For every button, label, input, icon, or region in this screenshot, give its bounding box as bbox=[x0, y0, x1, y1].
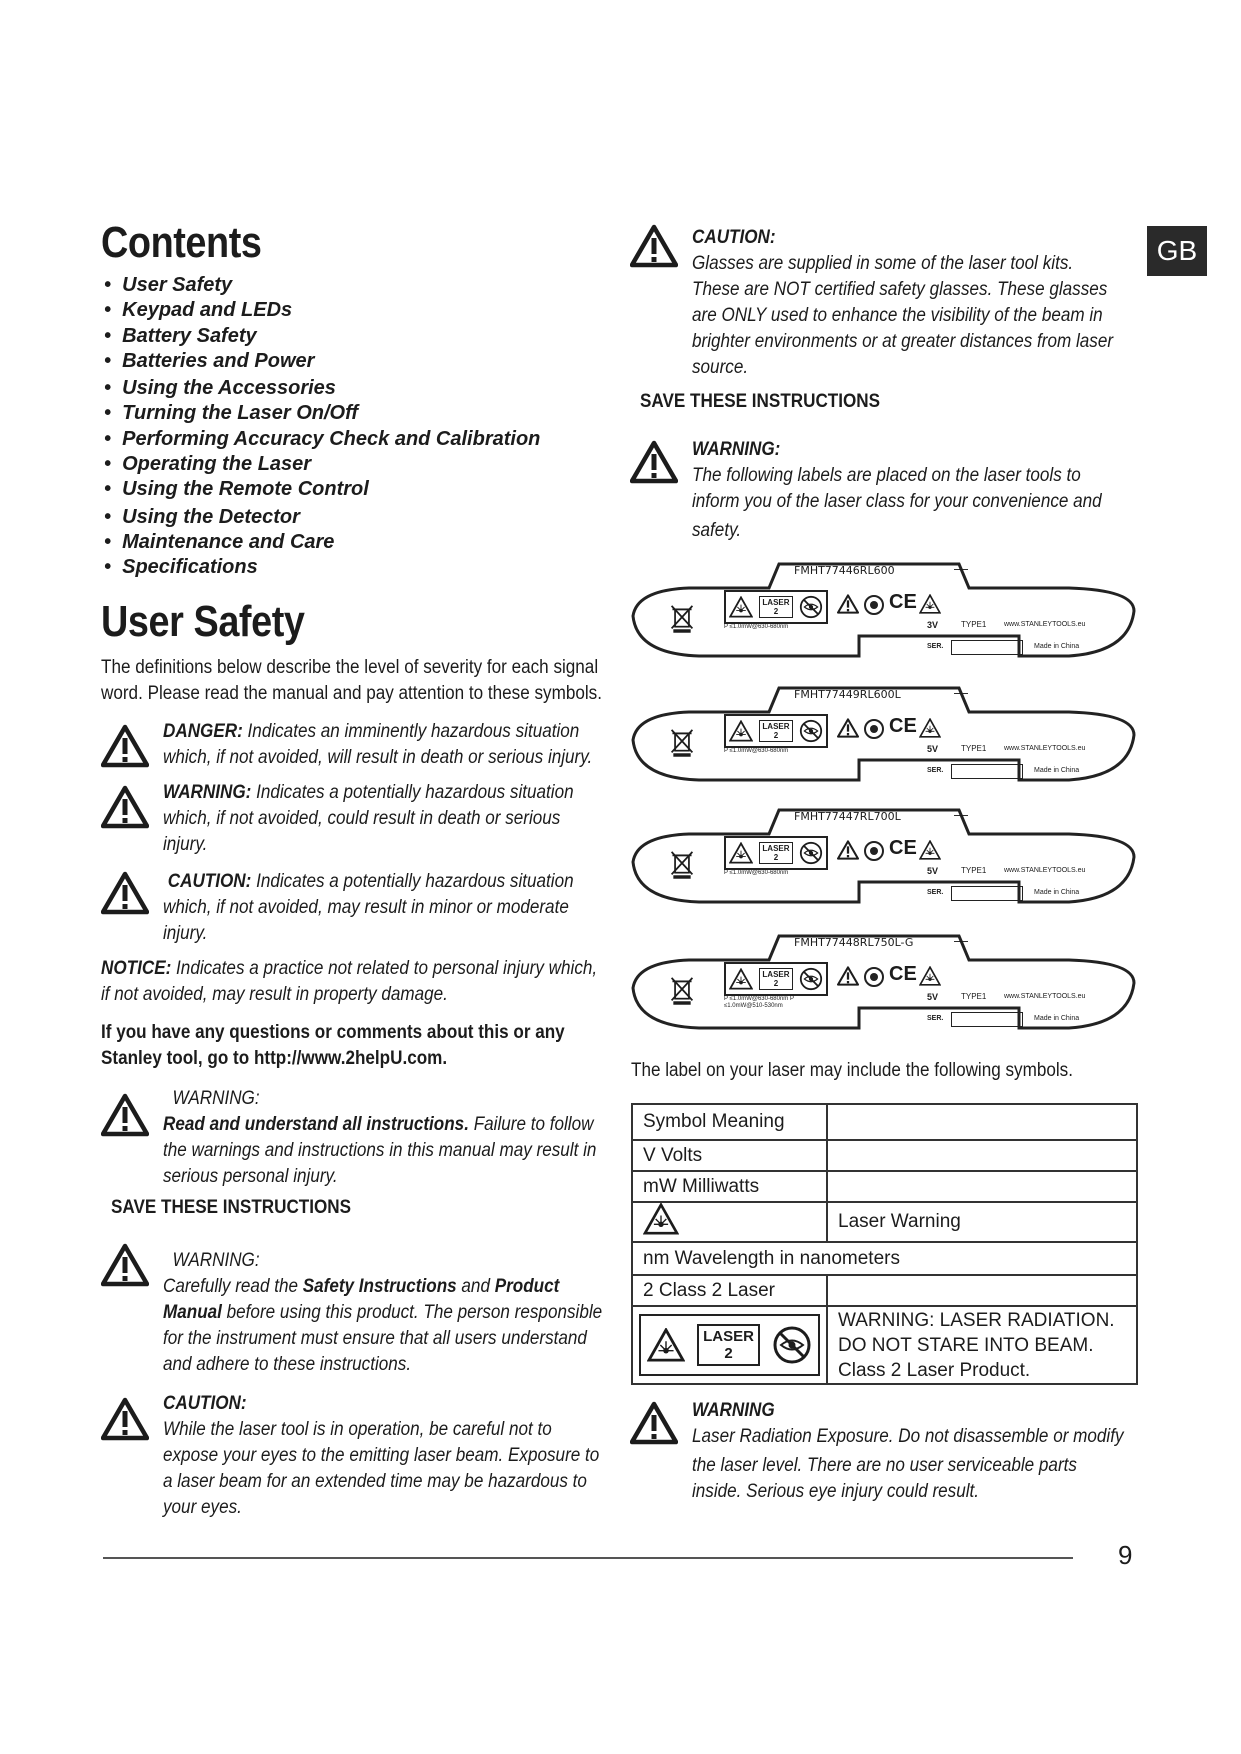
table-cell: Symbol Meaning bbox=[632, 1104, 827, 1140]
symbol-table bbox=[631, 1103, 1138, 1385]
laser-class-badge: LASER 2 bbox=[724, 962, 828, 996]
laser-label: FMHT77448RL750L-G — LASER 2 P ≤1.0mW@630-680nm P ≤1.0mW@510-530nm CE 5V TYPE1 www.STANLEYTOOLS.eu SER. Made in China bbox=[629, 928, 1139, 1038]
contents-item[interactable]: • Maintenance and Care bbox=[104, 530, 335, 553]
user-safety-title: User Safety bbox=[101, 597, 305, 646]
laser-warning-icon bbox=[919, 966, 941, 986]
ce-mark: CE bbox=[889, 837, 917, 859]
contents-item[interactable]: • Using the Accessories bbox=[104, 377, 336, 400]
label-made-in: Made in China bbox=[1034, 1015, 1080, 1022]
label-serial: SER. bbox=[927, 643, 944, 650]
warning-triangle-icon bbox=[630, 440, 678, 484]
ce-mark: CE bbox=[889, 591, 917, 613]
label-power: P ≤1.0mW@630-680nm bbox=[724, 748, 789, 754]
weee-bin-icon bbox=[669, 726, 695, 758]
notice-definition: NOTICE: Indicates a practice not related to personal injury which, if not avoided, may result in property damage. bbox=[101, 958, 598, 1005]
recycle-icon bbox=[863, 966, 885, 988]
recycle-icon bbox=[863, 718, 885, 740]
warning-triangle-icon bbox=[101, 785, 149, 829]
laser-warning-icon bbox=[919, 840, 941, 860]
save-instructions-right: SAVE THESE INSTRUCTIONS bbox=[640, 391, 881, 412]
laser-warning-icon bbox=[643, 1203, 679, 1235]
contents-list bbox=[104, 274, 540, 582]
contents-item[interactable]: • Using the Remote Control bbox=[104, 478, 369, 501]
recycle-icon bbox=[863, 840, 885, 862]
warning-triangle-icon bbox=[630, 224, 678, 268]
label-made-in: Made in China bbox=[1034, 767, 1080, 774]
serial-box bbox=[951, 1012, 1023, 1027]
no-eye-icon bbox=[799, 595, 823, 619]
label-serial: SER. bbox=[927, 889, 944, 896]
contents-item[interactable]: • Batteries and Power bbox=[104, 349, 315, 372]
laser-label: FMHT77449RL600L — LASER 2 P ≤1.0mW@630-680nm CE 5V TYPE1 www.STANLEYTOOLS.eu SER. Made in China bbox=[629, 680, 1139, 790]
no-eye-icon bbox=[799, 719, 823, 743]
laser-class-badge: LASER 2 bbox=[724, 836, 828, 870]
read-instructions-warning: WARNING: Read and understand all instructions. Failure to follow the warnings and instructions in this manual may result in serious personal injury. bbox=[163, 1088, 597, 1187]
label-website: www.STANLEYTOOLS.eu bbox=[1004, 745, 1086, 752]
laser-class-badge: LASER 2 bbox=[724, 590, 828, 624]
ce-mark: CE bbox=[889, 715, 917, 737]
language-tab: GB bbox=[1147, 226, 1207, 276]
no-eye-icon bbox=[772, 1325, 812, 1365]
danger-definition: DANGER: Indicates an imminently hazardous situation which, if not avoided, will result in death or serious injury. bbox=[163, 721, 593, 768]
serial-box bbox=[951, 886, 1023, 901]
intro-text: The definitions below describe the level of severity for each signal word. Please read the manual and pay attention to these symbols. bbox=[101, 657, 602, 704]
laser-class-badge: LASER 2 bbox=[724, 714, 828, 748]
label-type: TYPE1 bbox=[961, 620, 987, 629]
contents-item[interactable]: • Operating the Laser bbox=[104, 453, 312, 476]
contents-item[interactable]: • Specifications bbox=[104, 556, 258, 579]
ce-mark: CE bbox=[889, 963, 917, 985]
table-cell: V Volts bbox=[632, 1140, 827, 1171]
save-instructions-left: SAVE THESE INSTRUCTIONS bbox=[111, 1197, 352, 1218]
label-voltage: 5V bbox=[927, 866, 939, 876]
label-website: www.STANLEYTOOLS.eu bbox=[1004, 621, 1086, 628]
table-cell: nm Wavelength in nanometers bbox=[632, 1242, 1137, 1275]
contents-title: Contents bbox=[101, 218, 262, 267]
warning-triangle-icon bbox=[837, 594, 859, 614]
warning-triangle-icon bbox=[837, 718, 859, 738]
contents-item[interactable]: • Using the Detector bbox=[104, 505, 300, 528]
label-symbols-note: The label on your laser may include the following symbols. bbox=[631, 1060, 1073, 1081]
laser-label: FMHT77447RL700L — LASER 2 P ≤1.0mW@630-680nm CE 5V TYPE1 www.STANLEYTOOLS.eu SER. Made in China bbox=[629, 802, 1139, 912]
contents-item[interactable]: • Turning the Laser On/Off bbox=[104, 402, 359, 425]
contact-text: If you have any questions or comments about this or any Stanley tool, go to http://www.2helpU.com. bbox=[101, 1022, 565, 1069]
label-model: FMHT77447RL700L bbox=[794, 810, 901, 823]
table-cell: 2 Class 2 Laser bbox=[632, 1275, 827, 1306]
laser-warning-icon bbox=[729, 842, 753, 864]
laser-warning-icon bbox=[919, 718, 941, 738]
label-voltage: 5V bbox=[927, 992, 939, 1002]
laser-beam-caution: CAUTION: While the laser tool is in operation, be careful not to expose your eyes to the emitting laser beam. Exposure to a laser beam for an extended time may be hazardous to your eyes. bbox=[163, 1393, 600, 1518]
serial-box bbox=[951, 640, 1023, 655]
label-type: TYPE1 bbox=[961, 744, 987, 753]
label-power: P ≤1.0mW@630-680nm P ≤1.0mW@510-530nm bbox=[724, 996, 794, 1009]
label-model: FMHT77446RL600 bbox=[794, 564, 895, 577]
laser-warning-icon bbox=[647, 1328, 685, 1362]
laser-warning-icon bbox=[729, 596, 753, 618]
laser-warning-icon bbox=[729, 968, 753, 990]
label-power: P ≤1.0mW@630-680nm bbox=[724, 624, 789, 630]
warning-triangle-icon bbox=[101, 724, 149, 768]
label-made-in: Made in China bbox=[1034, 643, 1080, 650]
label-power: P ≤1.0mW@630-680nm bbox=[724, 870, 789, 876]
label-model: FMHT77448RL750L-G bbox=[794, 936, 914, 949]
laser-warning-icon bbox=[729, 720, 753, 742]
label-made-in: Made in China bbox=[1034, 889, 1080, 896]
warning-triangle-icon bbox=[101, 1397, 149, 1441]
label-website: www.STANLEYTOOLS.eu bbox=[1004, 867, 1086, 874]
product-manual-warning: WARNING: Carefully read the Safety Instructions and Product Manual before using this product. The person responsible for the instrument must ensure that all users understand and adhere to these instructions. bbox=[163, 1250, 603, 1375]
serial-box bbox=[951, 764, 1023, 779]
warning-triangle-icon bbox=[101, 1093, 149, 1137]
table-cell: Laser Warning bbox=[827, 1202, 1137, 1242]
page-number: 9 bbox=[1118, 1540, 1133, 1570]
label-type: TYPE1 bbox=[961, 992, 987, 1001]
warning-triangle-icon bbox=[101, 1243, 149, 1287]
weee-bin-icon bbox=[669, 974, 695, 1006]
contents-item[interactable]: • Performing Accuracy Check and Calibration bbox=[104, 427, 541, 450]
contents-item[interactable]: • Keypad and LEDs bbox=[104, 299, 293, 322]
warning-triangle-icon bbox=[837, 966, 859, 986]
contents-item[interactable]: • Battery Safety bbox=[104, 324, 257, 347]
warning-definition: WARNING: Indicates a potentially hazardous situation which, if not avoided, could result in death or serious injury. bbox=[163, 782, 574, 855]
label-voltage: 3V bbox=[927, 620, 939, 630]
contents-item[interactable]: • User Safety bbox=[104, 274, 233, 296]
warning-triangle-icon bbox=[630, 1401, 678, 1445]
no-eye-icon bbox=[799, 967, 823, 991]
table-cell: mW Milliwatts bbox=[632, 1171, 827, 1202]
labels-warning: WARNING: The following labels are placed on the laser tools to inform you of the laser class for your convenience and safety. bbox=[692, 439, 1102, 541]
radiation-warning: WARNING Laser Radiation Exposure. Do not disassemble or modify the laser level. There are no user serviceable parts inside. Serious eye injury could result. bbox=[692, 1400, 1124, 1502]
laser-warning-icon bbox=[919, 594, 941, 614]
no-eye-icon bbox=[799, 841, 823, 865]
warning-triangle-icon bbox=[101, 871, 149, 915]
label-voltage: 5V bbox=[927, 744, 939, 754]
warning-triangle-icon bbox=[837, 840, 859, 860]
laser-warning-text: WARNING: LASER RADIATION. DO NOT STARE INTO BEAM. Class 2 Laser Product. bbox=[827, 1306, 1137, 1384]
laser-class-badge: LASER 2 bbox=[639, 1314, 820, 1376]
label-type: TYPE1 bbox=[961, 866, 987, 875]
footer-rule bbox=[103, 1557, 1073, 1559]
label-serial: SER. bbox=[927, 767, 944, 774]
label-website: www.STANLEYTOOLS.eu bbox=[1004, 993, 1086, 1000]
caution-definition: CAUTION: Indicates a potentially hazardous situation which, if not avoided, may result in minor or moderate injury. bbox=[163, 871, 574, 944]
label-model: FMHT77449RL600L bbox=[794, 688, 901, 701]
recycle-icon bbox=[863, 594, 885, 616]
glasses-caution: CAUTION: Glasses are supplied in some of the laser tool kits. These are NOT certified safety glasses. These glasses are ONLY used to enhance the visibility of the beam in brighter environments or at greater distances from laser source. bbox=[692, 227, 1114, 378]
label-serial: SER. bbox=[927, 1015, 944, 1022]
weee-bin-icon bbox=[669, 602, 695, 634]
weee-bin-icon bbox=[669, 848, 695, 880]
laser-label: FMHT77446RL600 — LASER 2 P ≤1.0mW@630-680nm CE 3V TYPE1 www.STANLEYTOOLS.eu SER. Made in China bbox=[629, 556, 1139, 666]
